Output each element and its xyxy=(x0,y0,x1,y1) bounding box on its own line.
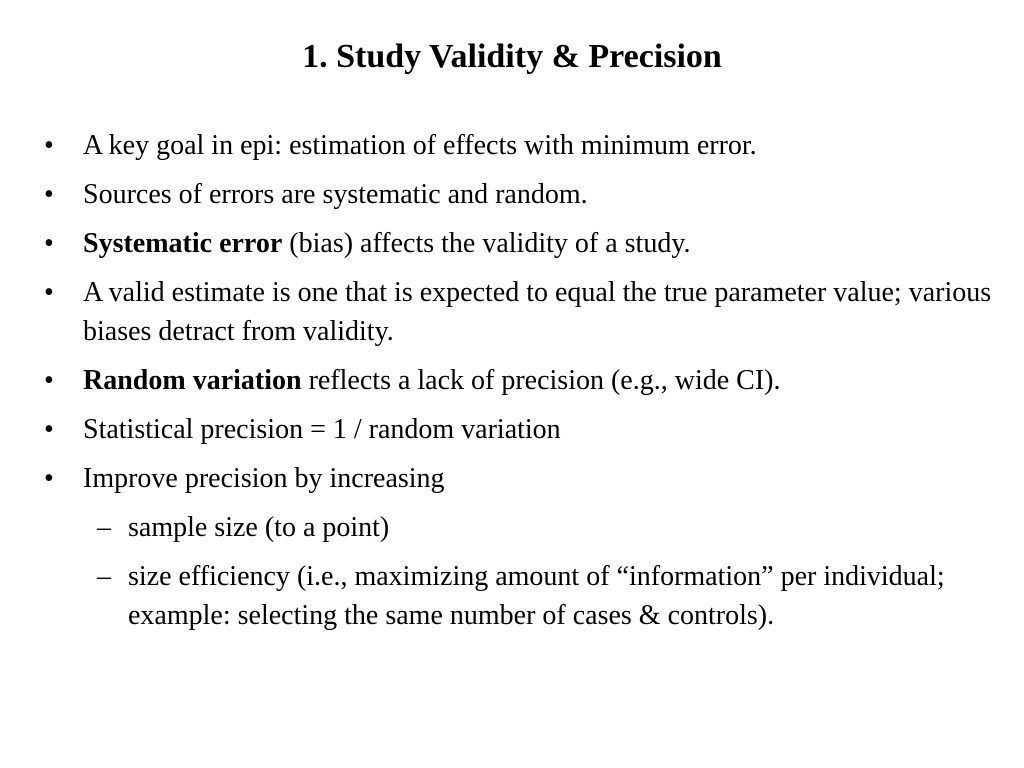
slide-title: 1. Study Validity & Precision xyxy=(302,38,722,75)
bullet-marker: • xyxy=(44,414,54,445)
bullet-text: (bias) affects the validity of a study. xyxy=(282,228,691,259)
bullet-text: Improve precision by increasing xyxy=(83,463,445,494)
sub-bullet-item xyxy=(44,508,994,547)
sub-bullet-text: sample size (to a point) xyxy=(128,512,390,543)
bullet-marker: • xyxy=(44,277,54,308)
sub-bullet-marker: – xyxy=(97,561,111,592)
sub-bullet-marker: – xyxy=(97,512,111,543)
bullet-bold-term: Random variation xyxy=(83,365,302,396)
sub-bullet-item xyxy=(44,557,994,635)
bullet-marker: • xyxy=(44,130,54,161)
bullet-text: A key goal in epi: estimation of effects with minimum error. xyxy=(83,130,757,161)
bullet-text: A valid estimate is one that is expected to equal the true parameter value; various biases detract from validity. xyxy=(83,277,992,347)
bullet-text: reflects a lack of precision (e.g., wide CI). xyxy=(301,365,781,396)
bullet-item xyxy=(44,410,994,449)
bullet-item xyxy=(44,175,994,214)
bullet-bold-term: Systematic error xyxy=(83,228,283,259)
bullet-item xyxy=(44,361,994,400)
bullet-item xyxy=(44,126,994,165)
bullet-item xyxy=(44,224,994,263)
sub-bullet-text: size efficiency (i.e., maximizing amount of “information” per individual; example: selecting the same number of cases & controls). xyxy=(128,561,945,631)
bullet-marker: • xyxy=(44,463,54,494)
bullet-item xyxy=(44,459,994,498)
bullet-item xyxy=(44,273,994,351)
bullet-text: Sources of errors are systematic and random. xyxy=(83,179,588,210)
bullet-marker: • xyxy=(44,228,54,259)
bullet-marker: • xyxy=(44,365,54,396)
bullet-text: Statistical precision = 1 / random variation xyxy=(83,414,561,445)
bullet-list xyxy=(44,126,994,645)
bullet-marker: • xyxy=(44,179,54,210)
